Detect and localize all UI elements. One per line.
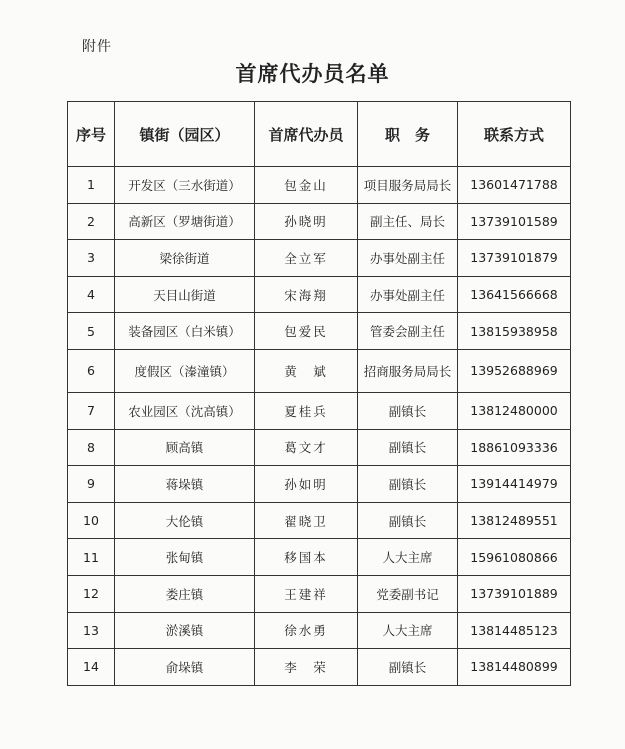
cell-agent-name: 包爱民	[255, 313, 358, 350]
header-number: 序号	[68, 102, 115, 167]
cell-number: 5	[68, 313, 115, 350]
table-row	[68, 392, 571, 429]
cell-town: 淤溪镇	[115, 612, 255, 649]
cell-position: 副镇长	[358, 502, 458, 539]
table-row	[68, 429, 571, 466]
cell-position: 副镇长	[358, 429, 458, 466]
cell-agent-name: 移国本	[255, 539, 358, 576]
table-row	[68, 313, 571, 350]
cell-number: 11	[68, 539, 115, 576]
cell-town: 农业园区（沈高镇）	[115, 392, 255, 429]
cell-number: 2	[68, 203, 115, 240]
cell-number: 12	[68, 575, 115, 612]
cell-town: 开发区（三水街道）	[115, 167, 255, 204]
cell-number: 10	[68, 502, 115, 539]
cell-position: 副主任、局长	[358, 203, 458, 240]
cell-phone: 13952688969	[458, 349, 571, 392]
header-contact: 联系方式	[458, 102, 571, 167]
cell-agent-name: 李 荣	[255, 649, 358, 686]
cell-number: 6	[68, 349, 115, 392]
cell-phone: 13815938958	[458, 313, 571, 350]
table-row	[68, 349, 571, 392]
cell-agent-name: 夏桂兵	[255, 392, 358, 429]
table-row	[68, 276, 571, 313]
cell-phone: 13812489551	[458, 502, 571, 539]
cell-town: 顾高镇	[115, 429, 255, 466]
cell-town: 张甸镇	[115, 539, 255, 576]
cell-phone: 13914414979	[458, 466, 571, 503]
cell-town: 高新区（罗塘街道）	[115, 203, 255, 240]
table-row	[68, 539, 571, 576]
cell-agent-name: 翟晓卫	[255, 502, 358, 539]
cell-number: 7	[68, 392, 115, 429]
cell-number: 8	[68, 429, 115, 466]
header-agent: 首席代办员	[255, 102, 358, 167]
cell-agent-name: 葛文才	[255, 429, 358, 466]
cell-agent-name: 全立军	[255, 240, 358, 277]
cell-phone: 13814485123	[458, 612, 571, 649]
cell-town: 娄庄镇	[115, 575, 255, 612]
cell-position: 管委会副主任	[358, 313, 458, 350]
cell-position: 人大主席	[358, 612, 458, 649]
cell-phone: 13641566668	[458, 276, 571, 313]
attachment-label: 附件	[82, 39, 112, 55]
cell-phone: 13601471788	[458, 167, 571, 204]
cell-position: 副镇长	[358, 392, 458, 429]
table-row	[68, 612, 571, 649]
table-row	[68, 649, 571, 686]
cell-agent-name: 徐水勇	[255, 612, 358, 649]
cell-number: 4	[68, 276, 115, 313]
cell-town: 俞垛镇	[115, 649, 255, 686]
header-town: 镇街（园区）	[115, 102, 255, 167]
cell-number: 14	[68, 649, 115, 686]
cell-town: 梁徐街道	[115, 240, 255, 277]
cell-phone: 15961080866	[458, 539, 571, 576]
table-row	[68, 502, 571, 539]
table-row	[68, 240, 571, 277]
cell-position: 办事处副主任	[358, 240, 458, 277]
table-row	[68, 203, 571, 240]
table-row	[68, 167, 571, 204]
table-row	[68, 466, 571, 503]
cell-phone: 18861093336	[458, 429, 571, 466]
cell-number: 9	[68, 466, 115, 503]
cell-position: 办事处副主任	[358, 276, 458, 313]
table-header-row	[68, 102, 571, 167]
cell-agent-name: 孙晓明	[255, 203, 358, 240]
cell-position: 副镇长	[358, 466, 458, 503]
cell-agent-name: 孙如明	[255, 466, 358, 503]
cell-phone: 13739101879	[458, 240, 571, 277]
table-row	[68, 575, 571, 612]
cell-town: 大伦镇	[115, 502, 255, 539]
cell-position: 招商服务局局长	[358, 349, 458, 392]
cell-position: 党委副书记	[358, 575, 458, 612]
cell-phone: 13739101589	[458, 203, 571, 240]
roster-table	[67, 101, 571, 686]
cell-phone: 13812480000	[458, 392, 571, 429]
header-position: 职 务	[358, 102, 458, 167]
cell-town: 天目山街道	[115, 276, 255, 313]
cell-town: 蒋垛镇	[115, 466, 255, 503]
cell-number: 13	[68, 612, 115, 649]
cell-phone: 13739101889	[458, 575, 571, 612]
cell-town: 装备园区（白米镇）	[115, 313, 255, 350]
cell-position: 项目服务局局长	[358, 167, 458, 204]
cell-agent-name: 宋海翔	[255, 276, 358, 313]
cell-agent-name: 包金山	[255, 167, 358, 204]
cell-town: 度假区（溱潼镇）	[115, 349, 255, 392]
document-title: 首席代办员名单	[235, 62, 390, 86]
cell-position: 人大主席	[358, 539, 458, 576]
cell-agent-name: 王建祥	[255, 575, 358, 612]
cell-number: 3	[68, 240, 115, 277]
cell-number: 1	[68, 167, 115, 204]
cell-phone: 13814480899	[458, 649, 571, 686]
cell-agent-name: 黄 斌	[255, 349, 358, 392]
cell-position: 副镇长	[358, 649, 458, 686]
